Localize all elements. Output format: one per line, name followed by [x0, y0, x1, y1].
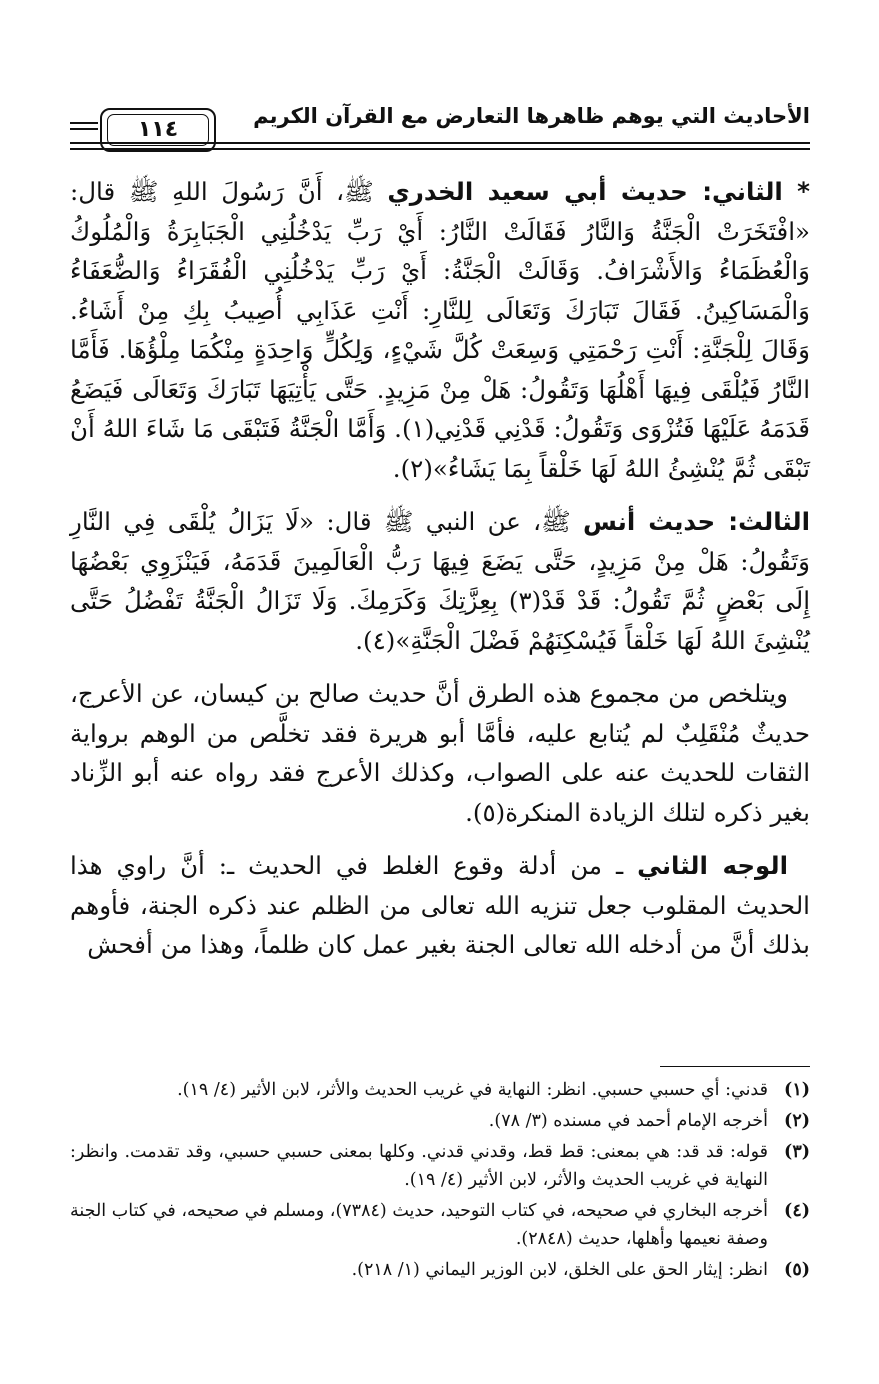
section-heading: * الثاني: حديث أبي سعيد الخدري: [387, 177, 810, 206]
header-ornament-line: [70, 128, 98, 130]
header-ornament-line: [70, 122, 98, 124]
footnote-text: قوله: قد قد: هي بمعنى: قط قط، وقدني قدني. وكلها بمعنى حسبي حسبي، وقد تقدمت. وانظر: النهاية في غريب الحديث والأثر، لابن الأثير (٤/ ١٩).: [70, 1142, 768, 1190]
paragraph-second-aspect: [70, 846, 810, 965]
footnote: [70, 1138, 810, 1194]
footnote-number: (٣): [784, 1142, 810, 1162]
footnote-text: انظر: إيثار الحق على الخلق، لابن الوزير اليماني (١/ ٢١٨).: [351, 1260, 768, 1280]
footnote: [70, 1256, 810, 1284]
paragraph-hadith-abu-said: [70, 172, 810, 488]
page-number-frame: [100, 108, 216, 152]
footnote-number: (٢): [784, 1111, 810, 1131]
footnote: [70, 1076, 810, 1104]
page-number: ١١٤: [107, 114, 209, 146]
paragraph-hadith-anas: [70, 502, 810, 660]
footnote-separator: [660, 1066, 810, 1067]
section-heading: الوجه الثاني: [637, 851, 788, 880]
footnote: [70, 1197, 810, 1253]
footnote-text: أخرجه الإمام أحمد في مسنده (٣/ ٧٨).: [488, 1111, 768, 1131]
main-text: [70, 172, 810, 979]
paragraph-text: ـ من أدلة وقوع الغلط في الحديث ـ: أنَّ راوي هذا الحديث المقلوب جعل تنزيه الله تعالى من الظلم عند ذكره الجنة، فأوهم بذلك أنَّ من أدخله الله تعالى الجنة بغير عمل كان ظلماً، وهذا من أفحش: [70, 851, 810, 959]
footnote-number: (٤): [784, 1201, 810, 1221]
footnotes: [70, 1076, 810, 1287]
paragraph-text: ﷺ، أَنَّ رَسُولَ اللهِ ﷺ قال: «افْتَخَرَتْ الْجَنَّةُ وَالنَّارُ فَقَالَتْ النَّارُ: أَيْ رَبِّ يَدْخُلُنِي الْجَبَابِرَةُ وَالْمُلُوكُ وَالْعُظَمَاءُ وَالأَشْرَافُ. وَقَالَتْ الْجَنَّةُ: أَيْ رَبِّ يَدْخُلُنِي الْفُقَرَاءُ وَالضُّعَفَاءُ وَالْمَسَاكِينُ. فَقَالَ تَبَارَكَ وَتَعَالَى لِلنَّارِ: أَنْتِ عَذَابِي أُصِيبُ بِكِ مِنْ أَشَاءُ. وَقَالَ لِلْجَنَّةِ: أَنْتِ رَحْمَتِي وَسِعَتْ كُلَّ شَيْءٍ، وَلِكُلٍّ وَاحِدَةٍ مِنْكُمَا مِلْؤُهَا. فَأَمَّا النَّارُ فَيُلْقَى فِيهَا أَهْلُهَا وَتَقُولُ: هَلْ مِنْ مَزِيدٍ. حَتَّى يَأْتِيَهَا تَبَارَكَ وَتَعَالَى فَيَضَعُ قَدَمَهُ عَلَيْهَا فَتُزْوَى وَتَقُولُ: قَدْنِي قَدْنِي(١). وَأَمَّا الْجَنَّةُ فَتَبْقَى مَا شَاءَ اللهُ أَنْ تَبْقَى ثُمَّ يُنْشِئُ اللهُ لَهَا خَلْقاً بِمَا يَشَاءُ»(٢).: [70, 177, 811, 483]
footnote: [70, 1107, 810, 1135]
footnote-number: (١): [784, 1080, 810, 1100]
paragraph-summary: [70, 674, 810, 832]
footnote-text: قدني: أي حسبي حسبي. انظر: النهاية في غريب الحديث والأثر، لابن الأثير (٤/ ١٩).: [177, 1080, 768, 1100]
footnote-text: أخرجه البخاري في صحيحه، في كتاب التوحيد، حديث (٧٣٨٤)، ومسلم في صحيحه، في كتاب الجنة وصفة نعيمها وأهلها، حديث (٢٨٤٨).: [70, 1201, 769, 1249]
footnote-number: (٥): [784, 1260, 810, 1280]
running-title: الأحاديث التي يوهم ظاهرها التعارض مع القرآن الكريم: [253, 104, 810, 128]
paragraph-text: ويتلخص من مجموع هذه الطرق أنَّ حديث صالح بن كيسان، عن الأعرج، حديثٌ مُنْقَلِبٌ لم يُتابع عليه، فأمَّا أبو هريرة فقد تخلَّص من الوهم برواية الثقات للحديث عنه على الصواب، وكذلك الأعرج فقد رواه عنه أبو الزِّناد بغير ذكره لتلك الزيادة المنكرة(٥).: [70, 679, 810, 827]
header-rule: [70, 142, 810, 144]
section-heading: الثالث: حديث أنس: [582, 507, 811, 536]
paragraph-text: ﷺ، عن النبي ﷺ قال: «لَا يَزَالُ يُلْقَى فِي النَّارِ وَتَقُولُ: هَلْ مِنْ مَزِيدٍ، حَتَّى يَضَعَ فِيهَا رَبُّ الْعَالَمِينَ قَدَمَهُ، فَيَنْزَوِي بَعْضُهَا إِلَى بَعْضٍ ثُمَّ تَقُولُ: قَدْ قَدْ(٣) بِعِزَّتِكَ وَكَرَمِكَ. وَلَا تَزَالُ الْجَنَّةُ تَفْضُلُ حَتَّى يُنْشِئَ اللهُ لَهَا خَلْقاً فَيُسْكِنَهُمْ فَضْلَ الْجَنَّةِ»(٤).: [70, 507, 810, 655]
header-rule: [70, 148, 810, 150]
